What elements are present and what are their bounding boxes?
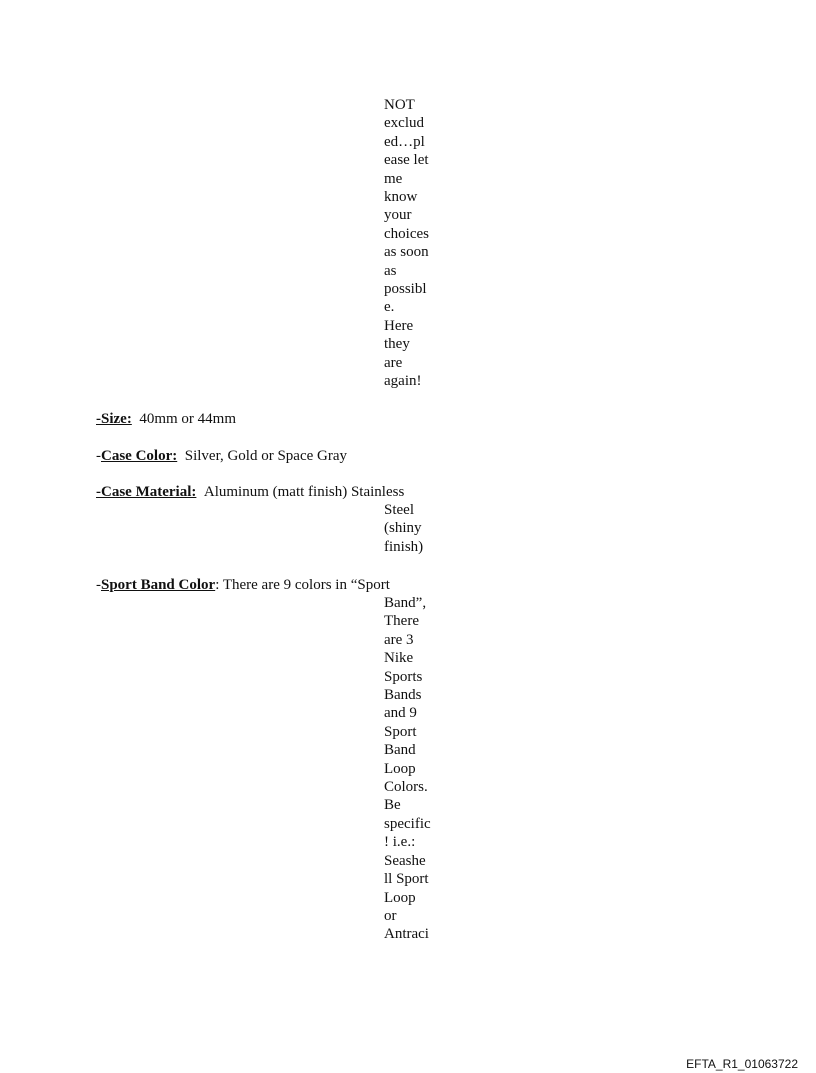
sport-band-line: Colors.	[384, 779, 428, 796]
sport-band-line: Seashe	[384, 852, 426, 869]
size-value: 40mm or 44mm	[139, 411, 236, 427]
sport-band-line: or	[384, 907, 397, 924]
sport-band-line: are 3	[384, 631, 414, 648]
intro-text-line: e.	[384, 299, 395, 316]
case-material-continuation	[384, 501, 444, 556]
intro-text-line: ease let	[384, 152, 429, 169]
sport-band-line: Nike	[384, 650, 414, 667]
sport-band-line: specific	[384, 815, 431, 832]
intro-text-line: possibl	[384, 281, 427, 298]
intro-text-line: as	[384, 262, 397, 279]
case-material-line: Steel	[384, 502, 414, 518]
intro-text-line: exclud	[384, 115, 424, 132]
case-color-prefix: -	[96, 448, 101, 464]
case-material-label: -Case Material:	[96, 484, 197, 500]
intro-text-line: your	[384, 207, 412, 224]
sport-band-line: Band”,	[384, 595, 427, 611]
sport-band-line: There	[384, 613, 419, 630]
sport-band-line: and 9	[384, 705, 417, 722]
size-label: -Size:	[96, 411, 132, 427]
sport-band-line: Bands	[384, 687, 422, 704]
intro-text-line: are	[384, 354, 403, 371]
sport-band-label: Sport Band Color	[101, 577, 216, 593]
intro-text-line: they	[384, 336, 410, 353]
sport-band-prefix: -	[96, 577, 101, 593]
sport-band-line: Sports	[384, 668, 423, 685]
sport-band-line: Loop	[384, 889, 416, 906]
sport-band-field	[96, 576, 390, 594]
intro-text-line: know	[384, 189, 418, 206]
intro-text-line: as soon	[384, 244, 429, 261]
intro-text-line: choices	[384, 225, 429, 242]
sport-band-line: Band	[384, 742, 416, 759]
sport-band-line: Be	[384, 797, 401, 814]
document-id: EFTA_R1_01063722	[686, 1057, 798, 1071]
intro-text-line: ed…pl	[384, 133, 425, 150]
sport-band-line: Sport	[384, 723, 417, 740]
intro-text-line: me	[384, 170, 403, 187]
case-material-line: finish)	[384, 538, 424, 555]
sport-band-value: : There are 9 colors in “Sport	[215, 577, 390, 593]
case-color-label: Case Color:	[101, 448, 178, 464]
case-material-field	[96, 483, 404, 501]
case-color-value: Silver, Gold or Space Gray	[184, 448, 348, 464]
case-material-value: Aluminum (matt finish) Stainless	[203, 484, 405, 500]
case-material-line: (shiny	[384, 520, 422, 537]
intro-text-line: again!	[384, 373, 422, 390]
intro-text-line: NOT	[384, 97, 415, 113]
sport-band-line: Antraci	[384, 926, 429, 943]
size-field	[96, 410, 236, 428]
intro-text-column	[384, 96, 444, 391]
intro-text-line: Here	[384, 317, 414, 334]
sport-band-continuation	[384, 594, 444, 944]
sport-band-line: ll Sport	[384, 871, 429, 888]
sport-band-line: Loop	[384, 760, 416, 777]
sport-band-line: ! i.e.:	[384, 834, 416, 851]
case-color-field	[96, 447, 347, 465]
